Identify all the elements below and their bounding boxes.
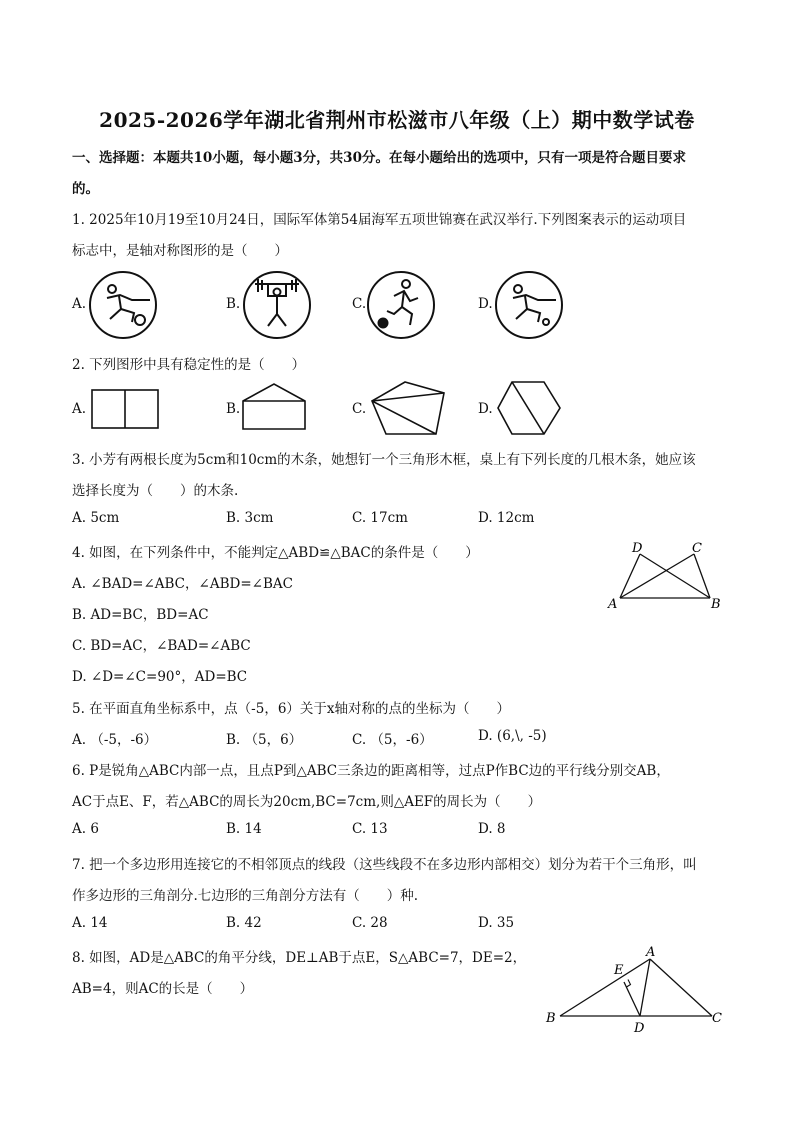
q8-label-a: A	[646, 945, 656, 960]
q8-label-c: C	[712, 1011, 722, 1026]
q5-option-c: C. （5，-6）	[352, 732, 433, 748]
section-heading: 一、选择题：本题共10小题，每小题3分，共30分。在每小题给出的选项中，只有一项是符合题目要求	[72, 150, 686, 166]
q6-option-d: D. 8	[478, 821, 506, 837]
q1-option-d-emblem	[494, 270, 566, 340]
q6-option-a: A. 6	[72, 821, 99, 837]
q2-option-c-label: C.	[352, 401, 367, 417]
q2-option-a-label: A.	[72, 401, 87, 417]
q3-stem-cont: 选择长度为（ ）的木条.	[72, 483, 239, 499]
q1-option-b-emblem	[242, 270, 314, 340]
q1-option-c-label: C.	[352, 296, 367, 312]
q7-option-a: A. 14	[72, 915, 108, 931]
q8-figure-triangle	[540, 944, 730, 1034]
q3-stem: 3. 小芳有两根长度为5cm和10cm的木条，她想钉一个三角形木框，桌上有下列长度的几根木条，她应该	[72, 452, 696, 468]
q2-option-c-triangulated-pentagon	[370, 380, 448, 436]
q4-option-c: C. BD=AC，∠BAD=∠ABC	[72, 638, 251, 654]
q4-label-a: A	[608, 597, 618, 612]
q1-option-c-emblem	[366, 270, 438, 340]
q3-option-d: D. 12cm	[478, 510, 535, 526]
q4-figure-quadrilateral	[600, 540, 730, 616]
q6-stem-cont: AC于点E、F，若△ABC的周长为20cm,BC=7cm,则△AEF的周长为（ ）	[72, 794, 542, 810]
q2-option-a-rectangle	[90, 388, 160, 430]
q3-option-b: B. 3cm	[226, 510, 274, 526]
q7-stem: 7. 把一个多边形用连接它的不相邻顶点的线段（这些线段不在多边形内部相交）划分为若干个三角形，叫	[72, 857, 697, 873]
section-heading-cont: 的。	[72, 181, 99, 197]
q2-stem: 2. 下列图形中具有稳定性的是（ ）	[72, 357, 306, 373]
q2-option-b-label: B.	[226, 401, 241, 417]
q4-label-b: B	[711, 597, 721, 612]
q7-option-d: D. 35	[478, 915, 515, 931]
q2-option-d-label: D.	[478, 401, 493, 417]
q6-option-c: C. 13	[352, 821, 388, 837]
q8-stem-cont: AB=4，则AC的长是（ ）	[72, 981, 254, 997]
q6-stem: 6. P是锐角△ABC内部一点，且点P到△ABC三条边的距离相等，过点P作BC边的平行线分别交AB，	[72, 763, 670, 779]
q1-stem-cont: 标志中，是轴对称图形的是（ ）	[72, 243, 288, 259]
q4-option-d: D. ∠D=∠C=90°，AD=BC	[72, 669, 248, 685]
q3-option-a: A. 5cm	[72, 510, 120, 526]
q5-option-b: B. （5，6）	[226, 732, 303, 748]
q6-option-b: B. 14	[226, 821, 262, 837]
q8-label-b: B	[546, 1011, 556, 1026]
q4-option-b: B. AD=BC，BD=AC	[72, 607, 209, 623]
q7-option-b: B. 42	[226, 915, 262, 931]
q7-option-c: C. 28	[352, 915, 388, 931]
q7-stem-cont: 作多边形的三角剖分.七边形的三角剖分方法有（ ）种.	[72, 888, 419, 904]
q4-stem: 4. 如图，在下列条件中，不能判定△ABD≌△BAC的条件是（ ）	[72, 545, 479, 561]
q8-stem: 8. 如图，AD是△ABC的角平分线，DE⊥AB于点E，S△ABC=7，DE=2，	[72, 950, 527, 966]
q1-option-d-label: D.	[478, 296, 493, 312]
q4-option-a: A. ∠BAD=∠ABC，∠ABD=∠BAC	[72, 576, 293, 592]
q5-option-d: D. (6,\, -5)	[478, 728, 547, 744]
q1-stem: 1. 2025年10月19至10月24日，国际军体第54届海军五项世锦赛在武汉举行.下列图案表示的运动项目	[72, 212, 687, 228]
q2-option-b-pentagon-house	[240, 381, 308, 431]
q1-option-a-label: A.	[72, 296, 87, 312]
q4-label-d: D	[632, 541, 643, 556]
q1-option-a-emblem	[88, 270, 160, 340]
q3-option-c: C. 17cm	[352, 510, 408, 526]
q1-option-b-label: B.	[226, 296, 241, 312]
q4-label-c: C	[692, 541, 702, 556]
q5-option-a: A. （-5，-6）	[72, 732, 158, 748]
page-title: 2025-2026学年湖北省荆州市松滋市八年级（上）期中数学试卷	[99, 108, 695, 132]
q8-label-e: E	[614, 963, 624, 978]
q2-option-d-hexagon	[496, 380, 562, 436]
q8-label-d: D	[634, 1021, 645, 1034]
q5-stem: 5. 在平面直角坐标系中，点（-5，6）关于x轴对称的点的坐标为（ ）	[72, 701, 511, 717]
